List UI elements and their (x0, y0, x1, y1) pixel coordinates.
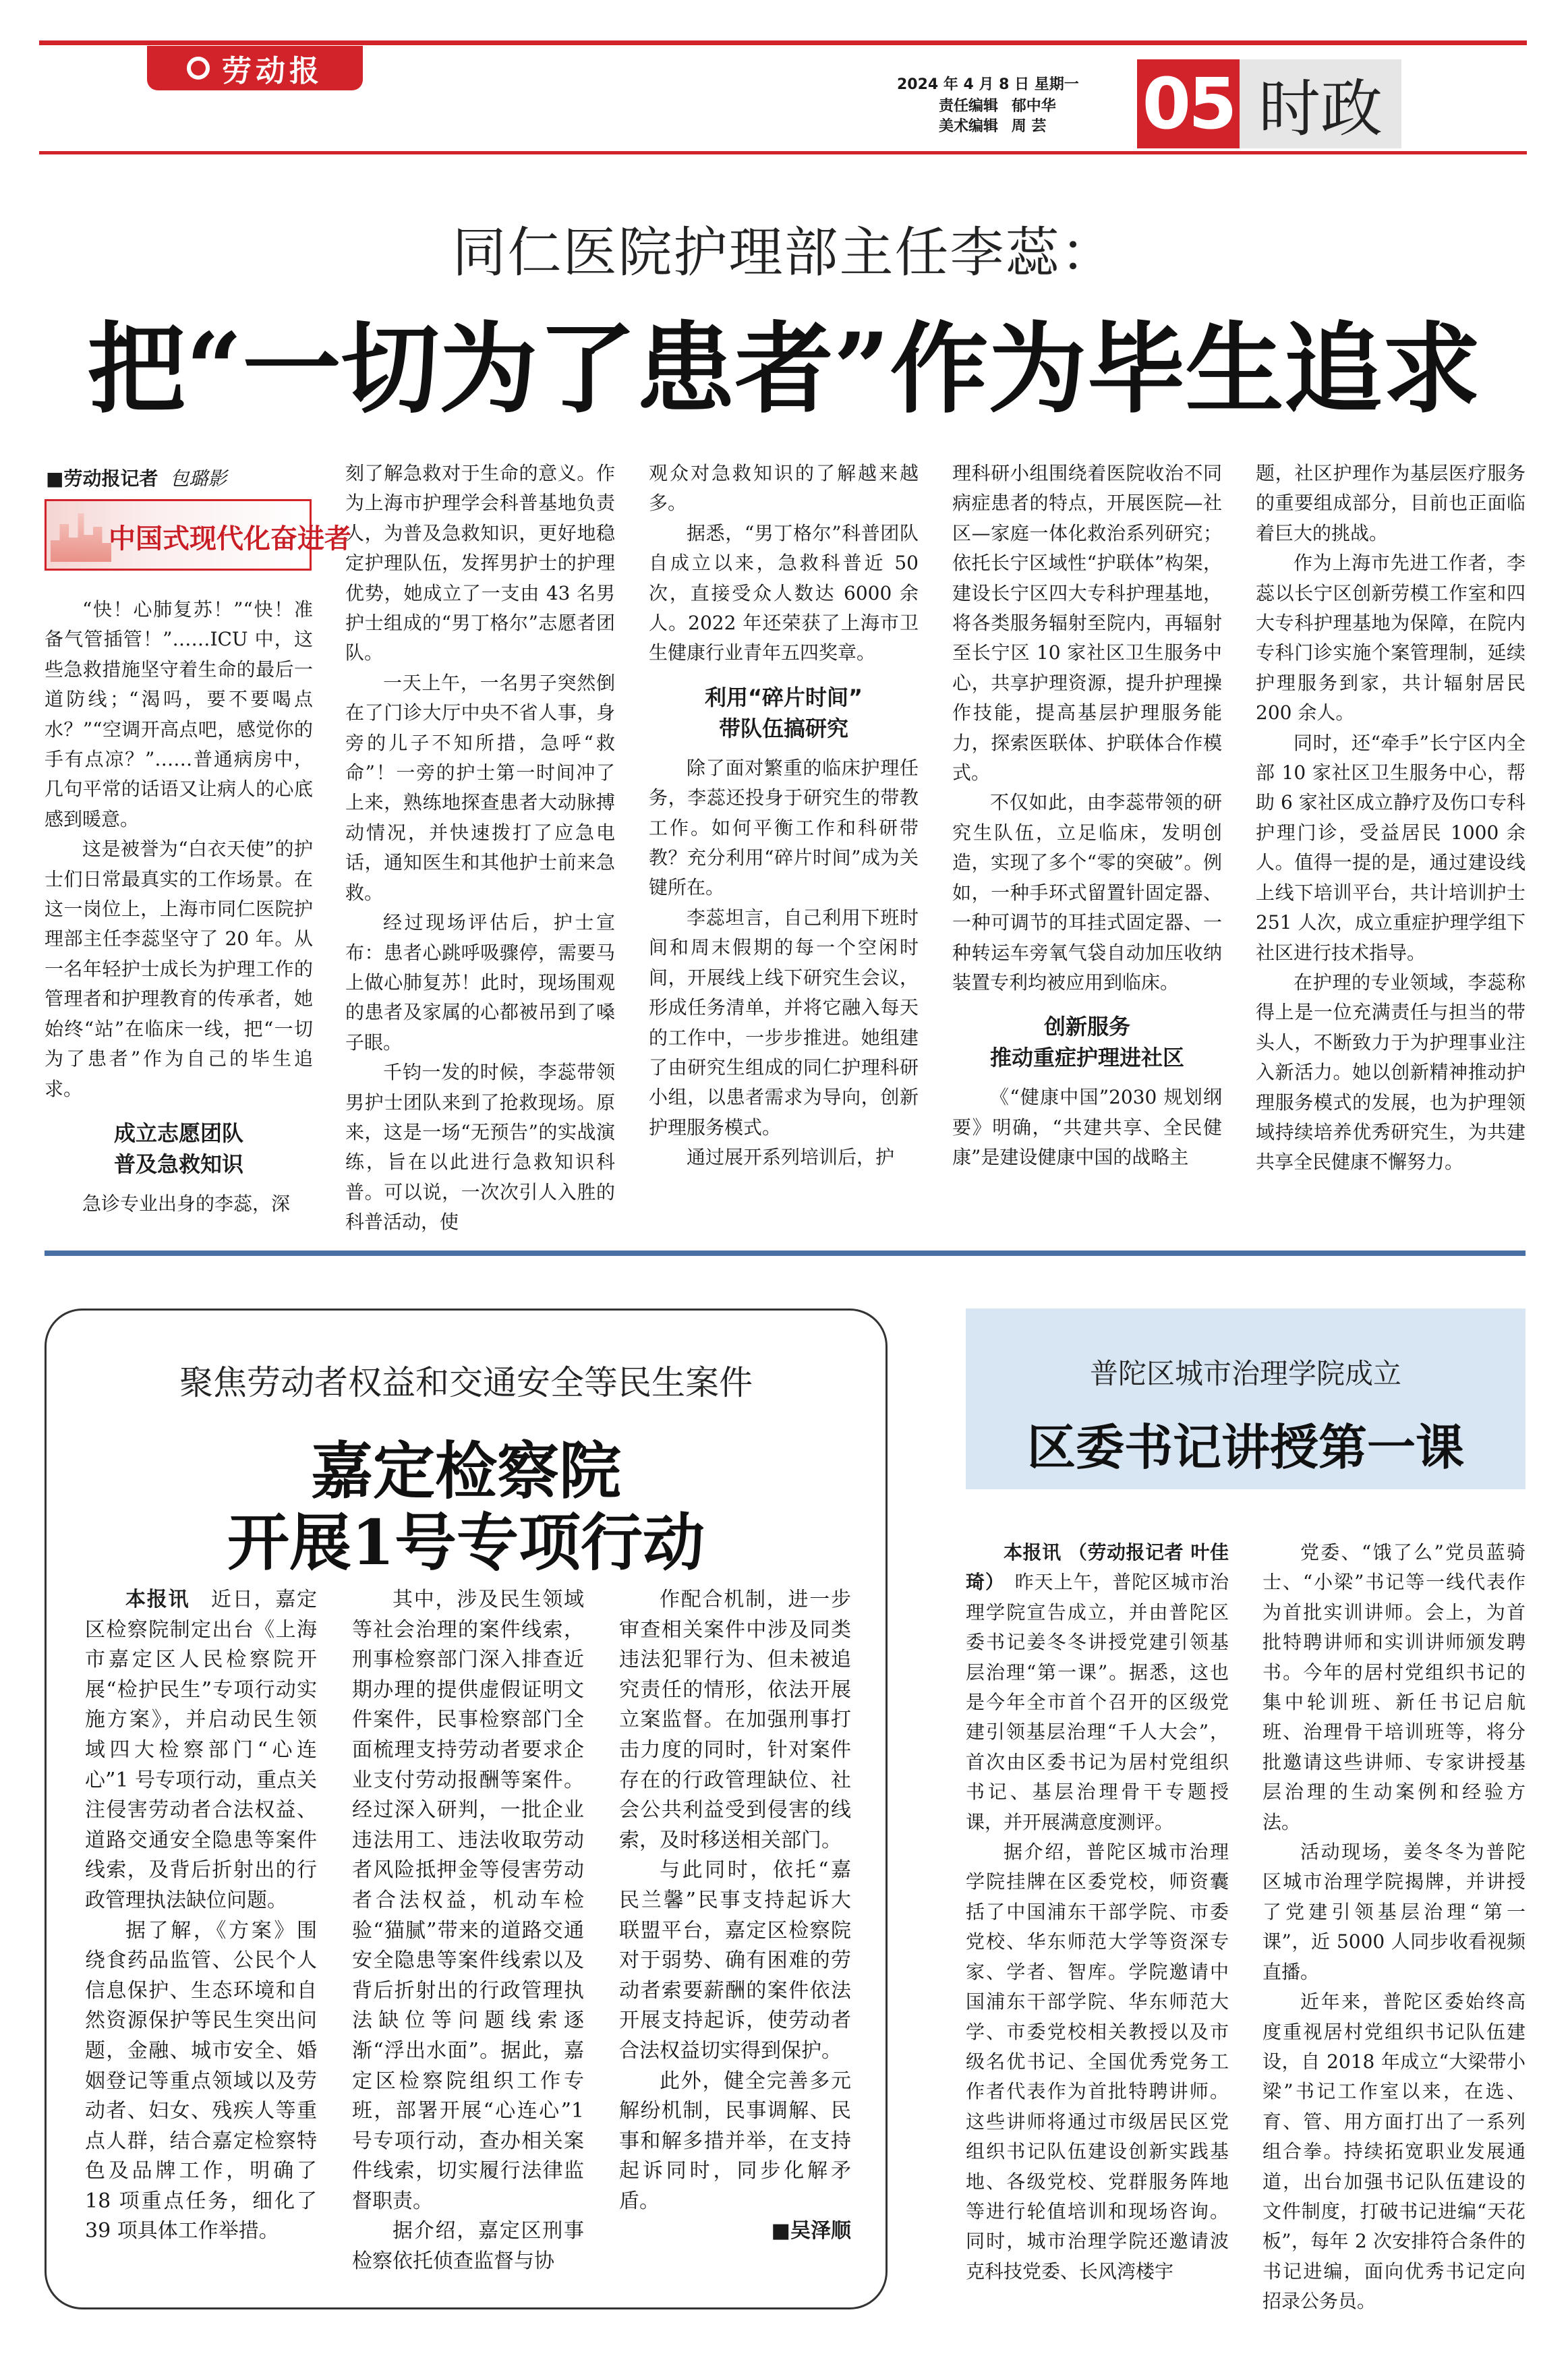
lead-subhead-3-line1: 创新服务 (1043, 1014, 1130, 1040)
logo-text: 劳动报 (222, 54, 323, 88)
lead-col3-head: 观众对急救知识的了解越来越多。 (649, 462, 919, 515)
story2-col3-para-2: 与此同时，依托“嘉民兰馨”民事支持起诉大联盟平台，嘉定区检察院对于弱势、确有困难的劳动者索要薪酬的案件依法开展支持起诉，使劳动者合法权益切实得到保护。 (619, 1858, 851, 2063)
story2-column-3 (619, 1585, 851, 2273)
story2-title-line1: 嘉定检察院 (310, 1435, 621, 1507)
art-name: 周 芸 (1011, 118, 1047, 135)
story3-col1-text: 昨天上午，普陀区城市治理学院宣告成立，并由普陀区委书记姜冬冬讲授党建引领基层治理“第一课”。据悉，这也是今年全市首个召开的区级党建引领基层治理“千人大会”，首次由区委书记为居村党组织书记、基层治理骨干专题授课，并开展满意度测评。 (966, 1571, 1229, 1833)
lead-subhead-2 (649, 682, 919, 744)
masthead-art-editor (939, 115, 1141, 136)
story3-col2-para-2: 活动现场，姜冬冬为普陀区城市治理学院揭牌，并讲授了党建引领基层治理“第一课”，近 5000 人同步收看视频直播。 (1262, 1841, 1526, 1983)
lead-col5-para-3: 同时，还“牵手”长宁区内全部 10 家社区卫生服务中心，帮助 6 家社区成立静疗及伤口专科护理门诊，受益居民 1000 余人。值得一提的是，通过建设线上线下培训平台，共计培训护士 251 人次，成立重症护理学组下社区进行技术指导。 (1256, 731, 1526, 964)
badge-skyline-icon (51, 508, 111, 562)
story3-title: 区委书记讲授第一课 (1026, 1418, 1464, 1476)
logo-mark-icon (187, 57, 210, 80)
lead-subhead-1-line1: 成立志愿团队 (113, 1120, 243, 1146)
lead-title: 把“一切为了患者”作为毕生追求 (87, 312, 1481, 427)
story2-kicker: 聚焦劳动者权益和交通安全等民生案件 (179, 1363, 753, 1402)
lead-col5-para-1: 题，社区护理作为基层医疗服务的重要组成部分，目前也正面临着巨大的挑战。 (1256, 462, 1526, 544)
story3-col1-para-2: 据介绍，普陀区城市治理学院挂牌在区委党校，师资囊括了中国浦东干部学院、市委党校、华东师范大学等资深专家、学者、智库。学院邀请中国浦东干部学院、华东师范大学、市委党校相关教授以及市级名优书记、全国优秀党务工作者代表作为首批特聘讲师。这些讲师将通过市级居民区党组织书记队伍建设创新实践基地、各级党校、党群服务阵地等进行轮值培训和现场咨询。同时，城市治理学院还邀请波克科技党委、长风湾楼宇 (966, 1841, 1229, 2282)
lead-byline (46, 464, 329, 491)
top-rule (39, 40, 1527, 45)
series-badge (45, 499, 351, 571)
story2-col2-para-1: 其中，涉及民生领域等社会治理的案件线索，刑事检察部门深入排查近期办理的提供虚假证明文件案件，民事检察部门全面梳理支持劳动者要求企业支付劳动报酬等案件。经过深入研判，一批企业违法用工、违法收取劳动者风险抵押金等侵害劳动者合法权益，机动车检验“猫腻”带来的道路交通安全隐患等案件线索以及背后折射出的行政管理执法缺位等问题线索逐渐“浮出水面”。据此，嘉定区检察院组织工作专班，部署开展“心连心”1 号专项行动，查办相关案件线索，切实履行法律监督职责。 (352, 1588, 584, 2213)
lead-subhead-3 (952, 1011, 1222, 1073)
story2-col1-text: 近日，嘉定区检察院制定出台《上海市嘉定区人民检察院开展“检护民生”专项行动实施方案》，并启动民生领域四大检察部门“心连心”1 号专项行动，重点关注侵害劳动者合法权益、道路交通安全隐患等案件线索，及背后折射出的行政管理执法缺位问题。 (85, 1588, 317, 1912)
lead-subtitle: 同仁医院护理部主任李蕊： (452, 221, 1116, 284)
lead-subhead-1-line2: 普及急救知识 (113, 1151, 243, 1177)
lead-col5-para-2: 作为上海市先进工作者，李蕊以长宁区创新劳模工作室和四大专科护理基地为保障，在院内专科门诊实施个案管理制，延续护理服务到家，共计辐射居民 200 余人。 (1256, 552, 1526, 724)
story2-col2-para-2: 据介绍，嘉定区刑事检察依托侦查监督与协 (352, 2219, 584, 2274)
byline-name: 包璐影 (170, 467, 227, 490)
story2-author: ■吴泽顺 (771, 2219, 851, 2243)
lead-col1-para-1: “快！心肺复苏！”“快！准备气管插管！”……ICU 中，这些急救措施坚守着生命的最后一道防线；“渴吗，要不要喝点水？”“空调开高点吧，感觉你的手有点凉？”……普通病房中，几句平常的话语又让病人的心底感到暖意。 (45, 598, 313, 830)
lead-column-1 (45, 595, 313, 1215)
editor-label: 责任编辑 (939, 98, 999, 115)
lead-column-5 (1256, 459, 1526, 1188)
page-number: 05 (1142, 63, 1235, 145)
lead-col2-para-3: 经过现场评估后，护士宣布：患者心跳呼吸骤停，需要马上做心肺复苏！此时，现场围观的患者及家属的心都被吊到了嗓子眼。 (345, 911, 615, 1054)
lead-col4-para-1: 理科研小组围绕着医院收治不同病症患者的特点，开展医院—社区—家庭一体化救治系列研究；依托长宁区域性“护联体”构架，建设长宁区四大专科护理基地，将各类服务辐射至院内，再辐射至长宁区 10 家社区卫生服务中心，共享护理资源，提升护理操作技能，提高基层护理服务能力，探索医联体、护联体合作模式。 (952, 462, 1222, 784)
art-label: 美术编辑 (939, 118, 999, 135)
lead-subhead-2-line2: 带队伍搞研究 (718, 715, 848, 741)
masthead-editor (939, 94, 1141, 115)
masthead-bottom-rule (39, 151, 1527, 154)
page-number-box (1137, 59, 1240, 148)
lead-col2-para-1: 刻了解急救对于生命的意义。作为上海市护理学会科普基地负责人，为普及急救知识，更好地稳定护理队伍，发挥男护士的护理优势，她成立了一支由 43 名男护士组成的“男丁格尔”志愿者团队。 (345, 462, 615, 664)
lead-col4-para-3: 《“健康中国”2030 规划纲要》明确，“共建共享、全民健康”是建设健康中国的战略主 (952, 1086, 1222, 1169)
story3-kicker: 普陀区城市治理学院成立 (1089, 1357, 1401, 1390)
lead-column-4 (952, 459, 1222, 1188)
lead-col4-para-2: 不仅如此，由李蕊带领的研究生队伍，立足临床，发明创造，实现了多个“零的突破”。例如，一种手环式留置针固定器、一种可调节的耳挂式固定器、一种转运车旁氧气袋自动加压收纳装置专利均被应用到临床。 (952, 791, 1222, 994)
story3-col2-para-1: 党委、“饿了么”党员蓝骑士、“小梁”书记等一线代表作为首批实训讲师。会上，为首批特聘讲师和实训讲师颁发聘书。今年的居村党组织书记的集中轮训班、新任书记启航班、治理骨干培训班等，将分批邀请这些讲师、专家讲授基层治理的生动案例和经验方法。 (1262, 1541, 1526, 1833)
lead-col5-para-4: 在护理的专业领域，李蕊称得上是一位充满责任与担当的带头人，不断致力于为护理事业注入新活力。她以创新精神推动护理服务模式的发展，也为护理领域持续培养优秀研究生，为共建共享全民健康不懈努力。 (1256, 971, 1526, 1174)
lead-col2-para-2: 一天上午，一名男子突然倒在了门诊大厅中央不省人事，身旁的儿子不知所措，急呼“救命”！一旁的护士第一时间冲了上来，熟练地探查患者大动脉搏动情况，并快速拨打了应急电话，通知医生和其他护士前来急救。 (345, 671, 615, 904)
lead-col2-para-4: 千钧一发的时候，李蕊带领男护士团队来到了抢救现场。原来，这是一场“无预告”的实战演练，旨在以此进行急救知识科普。可以说，一次次引人入胜的科普活动，使 (345, 1061, 615, 1234)
story2-col1-para-2: 据了解，《方案》围绕食药品监管、公民个人信息保护、生态环境和自然资源保护等民生突出问题，金融、城市安全、婚姻登记等重点领域以及劳动者、妇女、残疾人等重点人群，结合嘉定检察特色及品牌工作，明确了 18 项重点任务，细化了 39 项具体工作举措。 (85, 1918, 317, 2243)
section-label-box (1240, 59, 1401, 148)
story2-title-line2: 开展1号专项行动 (227, 1506, 705, 1579)
lead-subhead-2-line1: 利用“碎片时间” (704, 684, 863, 710)
lead-subhead-3-line2: 推动重症护理进社区 (989, 1045, 1184, 1071)
badge-label: 中国式现代化奋进者 (109, 523, 351, 554)
story3-column-1 (966, 1538, 1229, 2312)
lead-col3-para-1: 据悉，“男丁格尔”科普团队自成立以来，急救科普近 50 次，直接受众人数达 6000 余人。2022 年还荣获了上海市卫生健康行业青年五四奖章。 (649, 521, 919, 664)
lead-col1-tail: 急诊专业出身的李蕊，深 (82, 1192, 291, 1215)
story3-col1-para-1 (966, 1538, 1229, 1837)
story2-col1-para-1 (85, 1585, 317, 1916)
story3-dateline: 本报讯 （劳动报记者 叶佳琦） (966, 1541, 1229, 1594)
story2-column-2 (352, 1585, 584, 2273)
lead-subhead-1 (45, 1118, 313, 1180)
story3-column-2 (1262, 1538, 1526, 2312)
story2-col3-para-1: 作配合机制，进一步审查相关案件中涉及同类违法犯罪行为、但未被追究责任的情形，依法开展立案监督。在加强刑事打击力度的同时，针对案件存在的行政管理缺位、社会公共利益受到侵害的线索，及时移送相关部门。 (619, 1588, 851, 1852)
section-divider (45, 1251, 1526, 1256)
lead-column-3 (649, 459, 919, 1188)
story2-column-1 (85, 1585, 317, 2273)
lead-col3-para-3: 李蕊坦言，自己利用下班时间和周末假期的每一个空闲时间，开展线上线下研究生会议，形成任务清单，并将它融入每天的工作中，一步步推进。她组建了由研究生组成的同仁护理科研小组，以患者需求为导向，创新护理服务模式。 (649, 906, 919, 1139)
story3-col2-para-3: 近年来，普陀区委始终高度重视居村党组织书记队伍建设，自 2018 年成立“大梁带小梁”书记工作室以来，在选、育、管、用方面打出了一系列组合拳。持续拓宽职业发展通道，出台加强书记队伍建设的文件制度，打破书记进编“天花板”，每年 2 次安排符合条件的书记进编，面向优秀书记定向招录公务员。 (1262, 1990, 1526, 2313)
lead-col3-para-4: 通过展开系列培训后，护 (687, 1146, 895, 1169)
lead-col1-para-2: 这是被誉为“白衣天使”的护士们日常最真实的工作场景。在这一岗位上，上海市同仁医院护理部主任李蕊坚守了 20 年。从一名年轻护士成长为护理工作的管理者和护理教育的传承者，她始终“站”在临床一线，把“一切为了患者”作为自己的毕生追求。 (45, 838, 313, 1100)
section-label: 时政 (1258, 73, 1383, 145)
editor-name: 郁中华 (1011, 98, 1056, 115)
masthead-date: 2024 年 4 月 8 日 星期一 (897, 76, 1079, 93)
story2-dateline: 本报讯 (125, 1588, 190, 1611)
lead-col3-para-2: 除了面对繁重的临床护理任务，李蕊还投身于研究生的带教工作。如何平衡工作和科研带教？充分利用“碎片时间”成为关键所在。 (649, 756, 919, 899)
masthead-logo (147, 46, 363, 90)
byline-prefix: ■劳动报记者 (46, 467, 158, 490)
story2-col3-para-3: 此外，健全完善多元解纷机制，民事调解、民事和解多措并举，在支持起诉同时，同步化解矛盾。 (619, 2069, 851, 2213)
lead-column-2 (345, 459, 615, 1234)
